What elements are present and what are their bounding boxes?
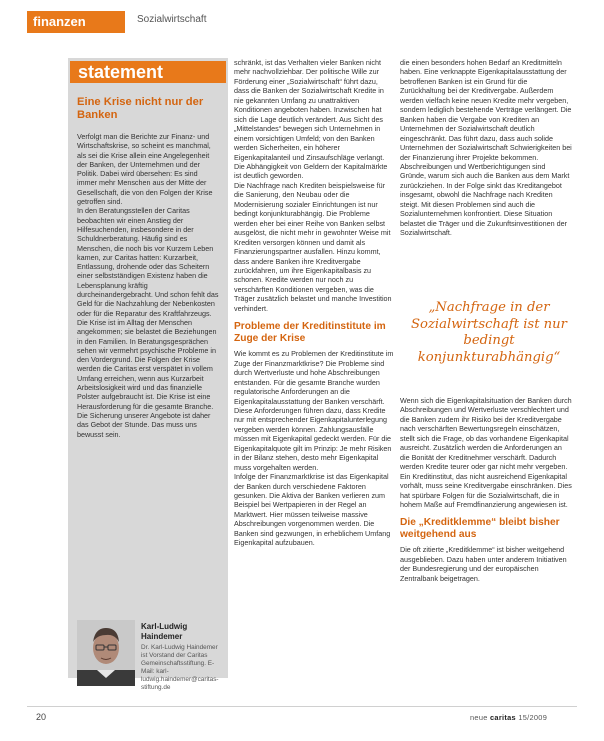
statement-label: statement [70,61,226,83]
author-name: Karl-Ludwig Haindemer [141,622,188,641]
page-number: 20 [36,712,47,722]
body-paragraph: Wie kommt es zu Problemen der Kreditinstitute im Zuge der Finanzmarktkrise? Die Probleme sind durch Wertverluste und hohe Abschreibungen entstanden. Für die gesamte Branche wurden regulatorische Anforderungen an die Eigenkapitalausstattung der Banken verschärft. Diese Anforderungen führen dazu, dass Kredite nur mit entsprechender Eigenkapitalunterlegung vergeben werden können. Zahlungsausfälle müssen mit Eigenkapital gedeckt werden. Für die Eigenkapitalquote gilt im Prinzip: Je mehr Risiken in der Bilanz stehen, desto mehr Eigenkapital muss vorgehalten werden. [234,349,394,472]
body-paragraph: Die Nachfrage nach Krediten beispielsweise für die Sanierung, den Neubau oder die Modernisierung sozialer Einrichtungen ist nur bedingt konjunkturabhängig. Die Probleme werden eher bei einer Reihe von Banken selbst ausgelöst, die nicht mehr in gewohnter Weise mit Krediten versorgen können und damit als Finanzierungspartner ausfallen. Hinzu kommt, dass andere Banken ihre Kreditvergabe zurückfahren, um ihre Eigenkapitalbasis zu schonen. Kredite werden nur noch zu verschärften Konditionen vergeben, was die Träger zusätzlich belastet und manche Investition verhindert. [234,180,392,313]
magazine-issue: 15/2009 [518,713,548,722]
body-paragraph: Die oft zitierte „Kreditklemme“ ist bisher weitgehend ausgeblieben. Dazu haben unter anderem Initiativen der Bundesregierung und der europäischen Zentralbank beigetragen. [400,545,567,583]
statement-heading: Eine Krise nicht nur der Banken [77,96,204,121]
section-tag: finanzen [27,11,125,33]
footer-rule [27,706,577,707]
author-photo [77,620,135,686]
magazine-name: caritas [490,713,516,722]
body-paragraph: schränkt, ist das Verhalten vieler Banken nicht mehr nachvollziehbar. Der politische Wille zur Förderung einer „Sozialwirtschaft“ führt dazu, dass die Banken der Sozialwirtschaft Kredite in nie gekannten Umfang zu unattraktiven Konditionen angeboten haben. Inzwischen hat sich die Lage deutlich verändert. Aus Sicht des „Mittelstandes“ bewegen sich Unternehmen in einem vorsichtigen Umfeld; von den Banken werden Sicherheiten, ein höherer Eigenkapitalanteil und Zinsaufschläge verlangt. Die Abhängigkeit von Geldern der Kapitalmärkte ist deutlich geworden. [234,58,388,181]
magazine-credit [470,713,547,722]
subheading: Probleme der Kreditinstitute im Zuge der Krise [234,321,386,345]
body-paragraph: die einen besonders hohen Bedarf an Kreditmitteln haben. Eine verknappte Eigenkapitalausstattung der betroffenen Banken ist ein Grund für die Zurückhaltung bei der Kreditvergabe. Außerdem werden vielfach keine neuen Kredite mehr vergeben, sondern lediglich bestehende Verträge verlängert. Die Banken haben die Vergabe von Krediten an Unternehmen der Sozialwirtschaft deutlich eingeschränkt. Das führt dazu, dass auch solide Unternehmen der Sozialwirtschaft Schwierigkeiten bei der Finanzierung ihrer Projekte bekommen. Abschreibungen und Wertberichtigungen sind Gründe, warum sich auch die Banken aus dem Markt zurückziehen. In der Folge sinkt das Kreditangebot insgesamt, obwohl die Nachfrage nach Krediten steigt. Mit diesen Problemen sind auch die Sozialunternehmen konfrontiert. Diese Situation belastet die Träger und die Zukunftsinvestitionen der Sozialwirtschaft. [400,58,572,238]
subheading: Die „Kreditklemme“ bleibt bisher weitgehend aus [400,517,560,541]
pull-quote: „Nachfrage in der Sozialwirtschaft ist nur bedingt konjunkturabhängig“ [411,300,567,365]
article-column-3-lower [400,396,572,583]
article-column-2 [234,58,394,548]
author-bio: Dr. Karl-Ludwig Haindemer ist Vorstand der Caritas Gemeinschaftsstiftung. E-Mail: karl-ludwig.haindemer@caritas-stiftung.de [141,644,219,691]
magazine-prefix: neue [470,713,488,722]
body-paragraph: Wenn sich die Eigenkapitalsituation der Banken durch Abschreibungen und Wertverluste verschlechtert und die Banken zudem ihr Risiko bei der Kreditvergabe nach verschärften Bewertungsregeln einschätzen, stellt sich die Frage, ob das vorhandene Eigenkapital ausreicht. Zusätzlich werden die Anforderungen an die Bonität der Kreditnehmer verschärft. Dadurch werden Kredite teurer oder gar nicht mehr vergeben. Ein Kreditinstitut, das nicht ausreichend Eigenkapital vorhält, muss seine Kreditvergabe einschränken. Dies hat spürbare Folgen für die Sozialwirtschaft, die in hohem Maße auf Fremdfinanzierung angewiesen ist. [400,396,572,509]
article-column-3 [400,58,572,238]
statement-paragraph: In den Beratungsstellen der Caritas beobachten wir einen Anstieg der Hilfesuchenden, insbesondere in der Schuldnerberatung. Häufig sind es Menschen, die noch bis vor Kurzem Leben kamen, zur Caritas hatten: Kurzarbeit, Entlassung, drohende oder das Scheitern einer selbstständigen Existenz haben die Lebensplanung kräftig durcheinandergebracht. Und schon fehlt das Geld für die Nachzahlung der Nebenkosten oder für die Reparatur des Kraftfahrzeugs. Die Krise ist im Alltag der Menschen angekommen; sie belastet die Beziehungen in den Familien. In Beratungsgesprächen sehen wir vermehrt psychische Probleme in den Vordergrund. Die Folgen der Krise werden die Caritas erst verspätet in vollem Umfang erreichen, wenn aus Kurzarbeit Arbeitslosigkeit wird und das finanzielle Polster aufgebraucht ist. Die Krise ist eine Herausforderung für die gesamte Branche. Die Sicherung unserer Angebote ist daher das Gebot der Stunde. Das muss uns bewusst sein. [77,206,219,439]
statement-paragraph: Verfolgt man die Berichte zur Finanz- und Wirtschaftskrise, so scheint es manchmal, als sei die Krise allein eine Angelegenheit der Banken, der Unternehmen und der Politik. Dabei wird übersehen: Es sind immer mehr Menschen aus der Mitte der Gesellschaft, die von den Folgen der Krise getroffen sind. [77,132,213,207]
section-subtitle: Sozialwirtschaft [137,14,207,25]
portrait-icon [77,620,135,686]
body-paragraph: Infolge der Finanzmarktkrise ist das Eigenkapital der Banken durch verschiedene Faktoren gesunken. Die Aktiva der Banken verlieren zum Beispiel bei Wertpapieren in der Regel an Marktwert. Hier müssen teilweise massive Abschreibungen vorgenommen werden. Die Banken sind gezwungen, in erheblichem Umfang Eigenkapital aufzubauen. [234,472,391,548]
statement-text [77,132,219,439]
